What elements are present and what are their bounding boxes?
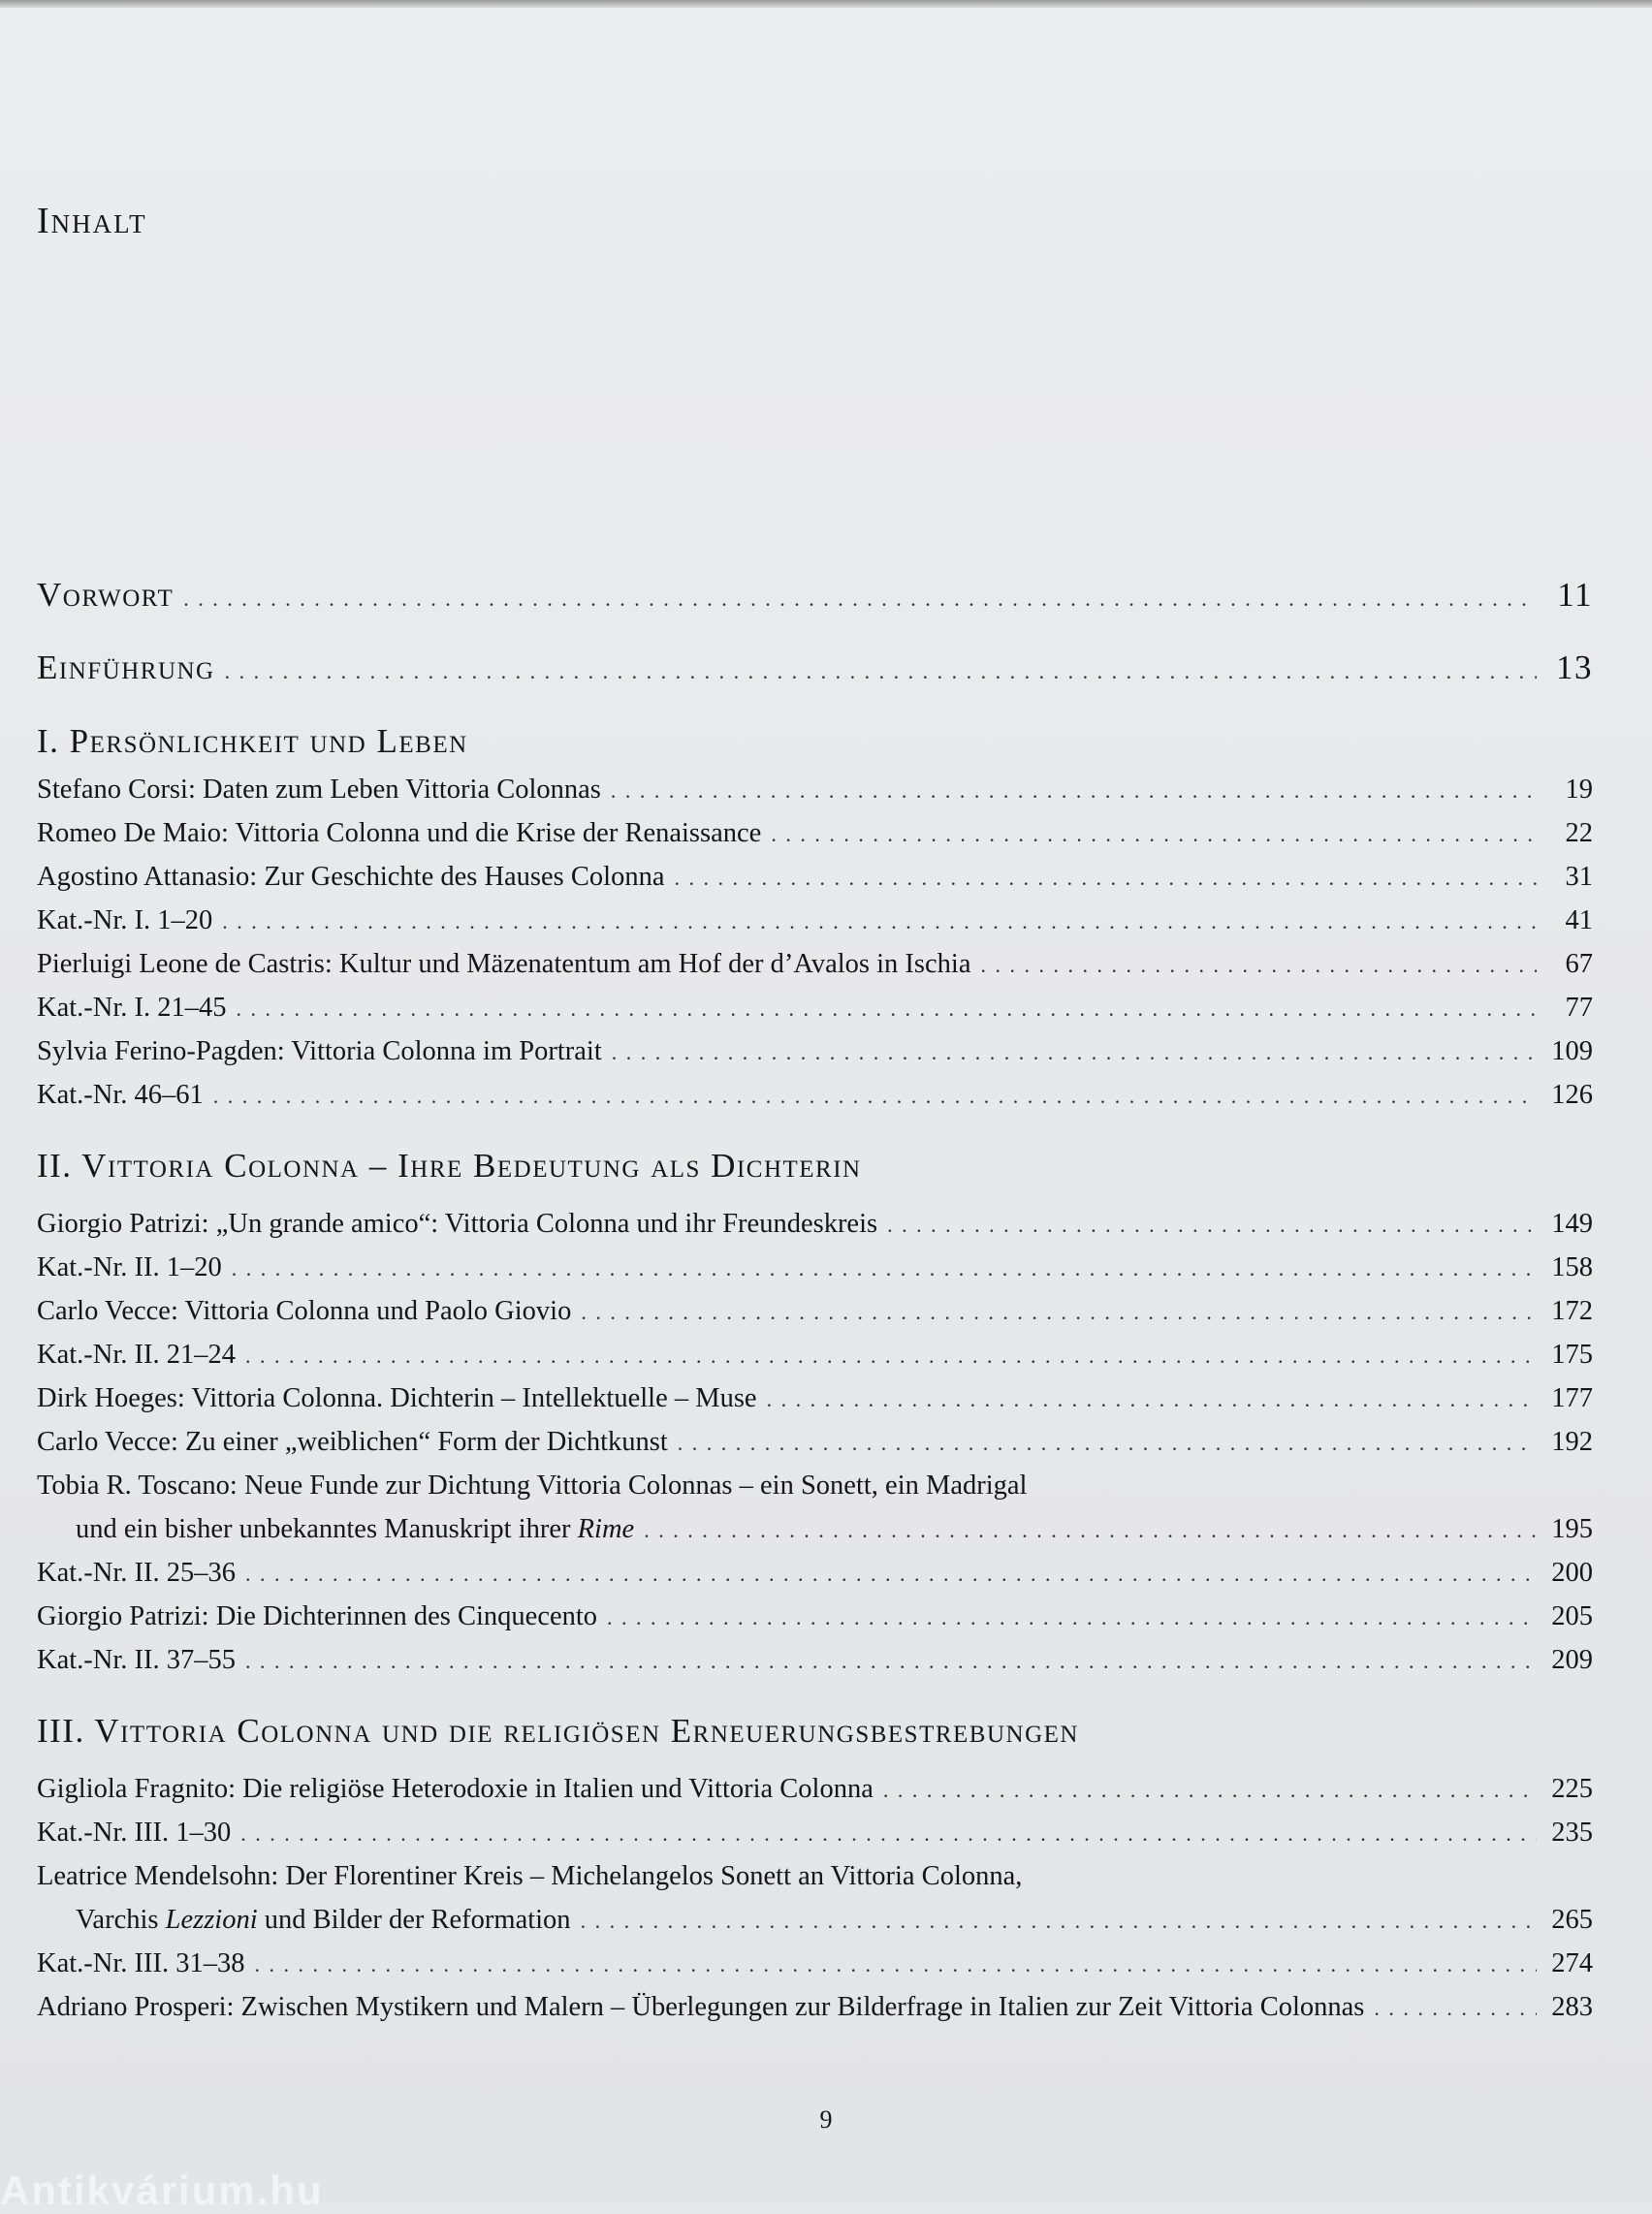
dot-leader bbox=[245, 1334, 1537, 1377]
toc-entry bbox=[37, 1420, 1593, 1464]
toc-entry-page: 149 bbox=[1551, 1209, 1593, 1239]
toc-entry-page: 265 bbox=[1551, 1905, 1593, 1935]
dot-leader bbox=[767, 1377, 1537, 1421]
toc-entry-page: 205 bbox=[1551, 1601, 1593, 1631]
dot-leader bbox=[245, 1639, 1537, 1683]
toc-entry-label: Sylvia Ferino-Pagden: Vittoria Colonna im Portrait bbox=[37, 1036, 602, 1066]
toc-entry-label: und ein bisher unbekanntes Manuskript ihrer Rime bbox=[76, 1514, 635, 1544]
toc-entry bbox=[37, 1246, 1593, 1289]
toc-entry-label: Romeo De Maio: Vittoria Colonna und die Krise der Renaissance bbox=[37, 818, 762, 848]
toc-entry-label: Pierluigi Leone de Castris: Kultur und Mäzenatentum am Hof der d’Avalos in Ischia bbox=[37, 949, 971, 979]
toc-entry bbox=[37, 855, 1593, 899]
toc-entry-page: 225 bbox=[1551, 1774, 1593, 1804]
toc-entry-page: 172 bbox=[1551, 1296, 1593, 1326]
toc-entry bbox=[37, 1595, 1593, 1638]
toc-entry-label: Dirk Hoeges: Vittoria Colonna. Dichterin – Intellektuelle – Muse bbox=[37, 1383, 757, 1413]
toc-entry-page: 31 bbox=[1565, 862, 1593, 892]
toc-entry-page: 177 bbox=[1551, 1383, 1593, 1413]
page-number: 9 bbox=[819, 2105, 833, 2134]
toc-entry-einfuehrung bbox=[37, 631, 1593, 704]
toc-entry-line-2 bbox=[37, 1898, 1593, 1942]
toc-entry bbox=[37, 1767, 1593, 1811]
toc-entry-label: Kat.-Nr. I. 21–45 bbox=[37, 993, 227, 1023]
toc-entry-vorwort bbox=[37, 558, 1593, 631]
table-of-contents bbox=[37, 558, 1593, 2029]
dot-leader bbox=[222, 900, 1537, 943]
toc-entry-page: 195 bbox=[1551, 1514, 1593, 1544]
toc-entry-page: 283 bbox=[1551, 1992, 1593, 2022]
toc-entry-page: 200 bbox=[1551, 1558, 1593, 1588]
toc-entry-label: Agostino Attanasio: Zur Geschichte des Hauses Colonna bbox=[37, 862, 665, 892]
dot-leader bbox=[771, 812, 1537, 856]
dot-leader bbox=[240, 1812, 1537, 1855]
toc-entry bbox=[37, 1638, 1593, 1682]
toc-entry-page: 235 bbox=[1551, 1818, 1593, 1848]
toc-entry bbox=[37, 986, 1593, 1029]
toc-entry-page: 274 bbox=[1551, 1948, 1593, 1978]
dot-leader bbox=[887, 1203, 1537, 1247]
dot-leader bbox=[581, 1899, 1537, 1943]
toc-entry-page: 22 bbox=[1565, 818, 1593, 848]
dot-leader bbox=[237, 987, 1537, 1030]
toc-entry-label: Kat.-Nr. II. 25–36 bbox=[37, 1558, 236, 1588]
dot-leader bbox=[678, 1421, 1537, 1465]
toc-entry-line-1: Leatrice Mendelsohn: Der Florentiner Kreis – Michelangelos Sonett an Vittoria Colonna, bbox=[37, 1861, 1023, 1891]
section-title-2: II. Vittoria Colonna – Ihre Bedeutung als Dichterin bbox=[37, 1147, 862, 1185]
toc-entry-page: 126 bbox=[1551, 1080, 1593, 1110]
dot-leader bbox=[674, 856, 1537, 900]
page-title: Inhalt bbox=[37, 201, 147, 241]
toc-entry-label: Carlo Vecce: Zu einer „weiblichen“ Form der Dichtkunst bbox=[37, 1427, 668, 1457]
toc-entry-page: 192 bbox=[1551, 1427, 1593, 1457]
toc-entry-label: Varchis Lezzioni und Bilder der Reformation bbox=[76, 1905, 571, 1935]
toc-entry bbox=[37, 1942, 1593, 1985]
toc-entry bbox=[37, 899, 1593, 942]
toc-entry bbox=[37, 1073, 1593, 1117]
toc-entry-label: Kat.-Nr. II. 21–24 bbox=[37, 1340, 236, 1370]
toc-entry-page: 175 bbox=[1551, 1340, 1593, 1370]
section-title-3: III. Vittoria Colonna und die religiösen Erneuerungsbestrebungen bbox=[37, 1712, 1079, 1750]
toc-entry-label: Carlo Vecce: Vittoria Colonna und Paolo Giovio bbox=[37, 1296, 572, 1326]
dot-leader bbox=[644, 1508, 1537, 1552]
toc-entry bbox=[37, 768, 1593, 811]
page-top-edge bbox=[0, 0, 1652, 8]
toc-entry-page: 19 bbox=[1565, 775, 1593, 805]
toc-entry bbox=[37, 1202, 1593, 1246]
toc-entry-label: Adriano Prosperi: Zwischen Mystikern und Malern – Überlegungen zur Bilderfrage in Italien zur Zeit Vittoria Colonnas bbox=[37, 1992, 1365, 2022]
toc-entry-label: Kat.-Nr. II. 37–55 bbox=[37, 1645, 236, 1675]
toc-entry-page: 209 bbox=[1551, 1645, 1593, 1675]
toc-entry-label: Einführung bbox=[37, 648, 215, 686]
toc-entry-label: Gigliola Fragnito: Die religiöse Heterodoxie in Italien und Vittoria Colonna bbox=[37, 1774, 874, 1804]
dot-leader bbox=[611, 769, 1537, 812]
toc-entry-line-2 bbox=[37, 1507, 1593, 1551]
toc-entry-page: 67 bbox=[1565, 949, 1593, 979]
toc-entry-label: Kat.-Nr. III. 1–30 bbox=[37, 1818, 232, 1848]
toc-entry bbox=[37, 1985, 1593, 2029]
watermark: Antikvárium.hu bbox=[0, 2167, 324, 2213]
toc-entry bbox=[37, 1376, 1593, 1420]
toc-entry-page: 13 bbox=[1556, 648, 1593, 686]
toc-entry-label: Giorgio Patrizi: „Un grande amico“: Vittoria Colonna und ihr Freundeskreis bbox=[37, 1209, 878, 1239]
dot-leader bbox=[225, 635, 1537, 708]
toc-entry bbox=[37, 1333, 1593, 1376]
dot-leader bbox=[245, 1552, 1537, 1596]
toc-entry-page: 109 bbox=[1551, 1036, 1593, 1066]
dot-leader bbox=[213, 1074, 1537, 1118]
dot-leader bbox=[1374, 1986, 1537, 2030]
dot-leader bbox=[612, 1030, 1537, 1074]
toc-entry-line-1: Tobia R. Toscano: Neue Funde zur Dichtung Vittoria Colonnas – ein Sonett, ein Madrigal bbox=[37, 1471, 1028, 1501]
section-title-1: I. Persönlichkeit und Leben bbox=[37, 722, 468, 760]
toc-entry bbox=[37, 1029, 1593, 1073]
dot-leader bbox=[607, 1596, 1537, 1639]
toc-entry-page: 11 bbox=[1557, 576, 1593, 614]
dot-leader bbox=[183, 562, 1537, 635]
toc-entry-label: Kat.-Nr. II. 1–20 bbox=[37, 1252, 222, 1282]
toc-entry bbox=[37, 1289, 1593, 1333]
toc-entry-page: 77 bbox=[1565, 993, 1593, 1023]
toc-entry-page: 158 bbox=[1551, 1252, 1593, 1282]
toc-entry bbox=[37, 1811, 1593, 1854]
toc-entry-label: Kat.-Nr. I. 1–20 bbox=[37, 905, 213, 935]
toc-entry-label: Vorwort bbox=[37, 576, 175, 614]
toc-entry bbox=[37, 942, 1593, 986]
toc-entry-label: Kat.-Nr. III. 31–38 bbox=[37, 1948, 245, 1978]
dot-leader bbox=[232, 1247, 1537, 1290]
dot-leader bbox=[255, 1943, 1538, 1986]
toc-entry-page: 41 bbox=[1565, 905, 1593, 935]
dot-leader bbox=[883, 1768, 1537, 1812]
toc-entry-label: Kat.-Nr. 46–61 bbox=[37, 1080, 204, 1110]
toc-entry-label: Stefano Corsi: Daten zum Leben Vittoria Colonnas bbox=[37, 775, 601, 805]
dot-leader bbox=[581, 1290, 1537, 1334]
toc-entry bbox=[37, 811, 1593, 855]
toc-entry bbox=[37, 1551, 1593, 1595]
dot-leader bbox=[980, 943, 1537, 987]
toc-entry-label: Giorgio Patrizi: Die Dichterinnen des Cinquecento bbox=[37, 1601, 598, 1631]
